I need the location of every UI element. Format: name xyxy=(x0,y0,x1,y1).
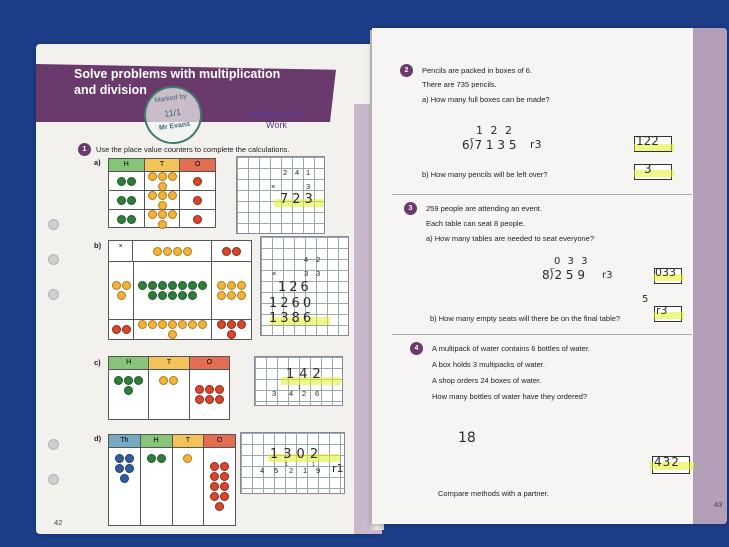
page-title: Solve problems with multiplication and division xyxy=(74,67,281,97)
part-label: c) xyxy=(94,358,101,367)
question-text: Use the place value counters to complete the calculations. xyxy=(96,145,290,154)
handwritten-answer: 723 xyxy=(280,192,317,207)
punch-hole xyxy=(48,289,59,300)
marked-stamp: Marked by 11/1 Mr Evans xyxy=(140,82,206,148)
punch-hole xyxy=(48,219,59,230)
place-value-table-b: × xyxy=(108,240,252,340)
handwritten-answer: 122 xyxy=(636,134,659,148)
question-number: 1 xyxy=(78,143,91,156)
page-number: 42 xyxy=(54,518,63,527)
place-value-table-d: Th H T O xyxy=(108,434,236,526)
question-number: 3 xyxy=(404,202,417,215)
part-label: a) xyxy=(94,158,101,167)
punch-hole xyxy=(48,474,59,485)
independent-work-label: Independent Work xyxy=(246,109,306,130)
place-value-table-a: H T O xyxy=(108,158,216,228)
left-page: Solve problems with multiplication and division Marked by 11/1 Mr Evans Independent Work 1 Use the place value counters to complete the calculations. a) H T O 2 4 1 × 3 723 b) × 4 2 × 3 3 126 1260 1386 c) H T O 142 3 4 1 2 6 d) Th H T O 1302 4 5 1 2 1 1 9 r1 42 xyxy=(36,44,382,534)
part-label: b) xyxy=(94,241,102,250)
calc-grid-d xyxy=(240,432,345,494)
part-label: d) xyxy=(94,434,102,443)
handwritten-answer: 3 xyxy=(644,162,652,176)
question-number: 4 xyxy=(410,342,423,355)
handwritten-answer: 142 xyxy=(286,367,326,382)
page-number: 43 xyxy=(714,500,723,509)
right-page: 2 Pencils are packed in boxes of 6. There are 735 pencils. a) How many full boxes can be made? 1 2 2 6⟌7 1 3 5 r3 122 b) How many pencils will be left over? 3 3 259 people are attending an event. Each table can seat 8 people. a) How many tables are needed to seat everyone? 0 3 3 8⟌2 5 9 r3 033 b) How many empty seats will there be on the final table? 5 r3 4 A multipack of water contains 6 bottles of water. A box holds 3 multipacks of water. A shop orders 24 boxes of water. How many bottles of water have they ordered? 18 432 Compare methods with a partner. 43 xyxy=(372,28,727,524)
question-number: 2 xyxy=(400,64,413,77)
right-page-side-strip xyxy=(693,28,727,524)
handwritten-answer: r3 xyxy=(656,304,668,317)
place-value-table-c: H T O xyxy=(108,356,230,420)
handwritten-answer: 033 xyxy=(655,266,676,279)
punch-hole xyxy=(48,439,59,450)
compare-prompt: Compare methods with a partner. xyxy=(438,489,549,498)
handwritten-answer: 1386 xyxy=(269,311,315,326)
handwritten-answer: 432 xyxy=(654,455,680,469)
punch-hole xyxy=(48,254,59,265)
handwritten-answer: 1302 xyxy=(270,447,324,462)
